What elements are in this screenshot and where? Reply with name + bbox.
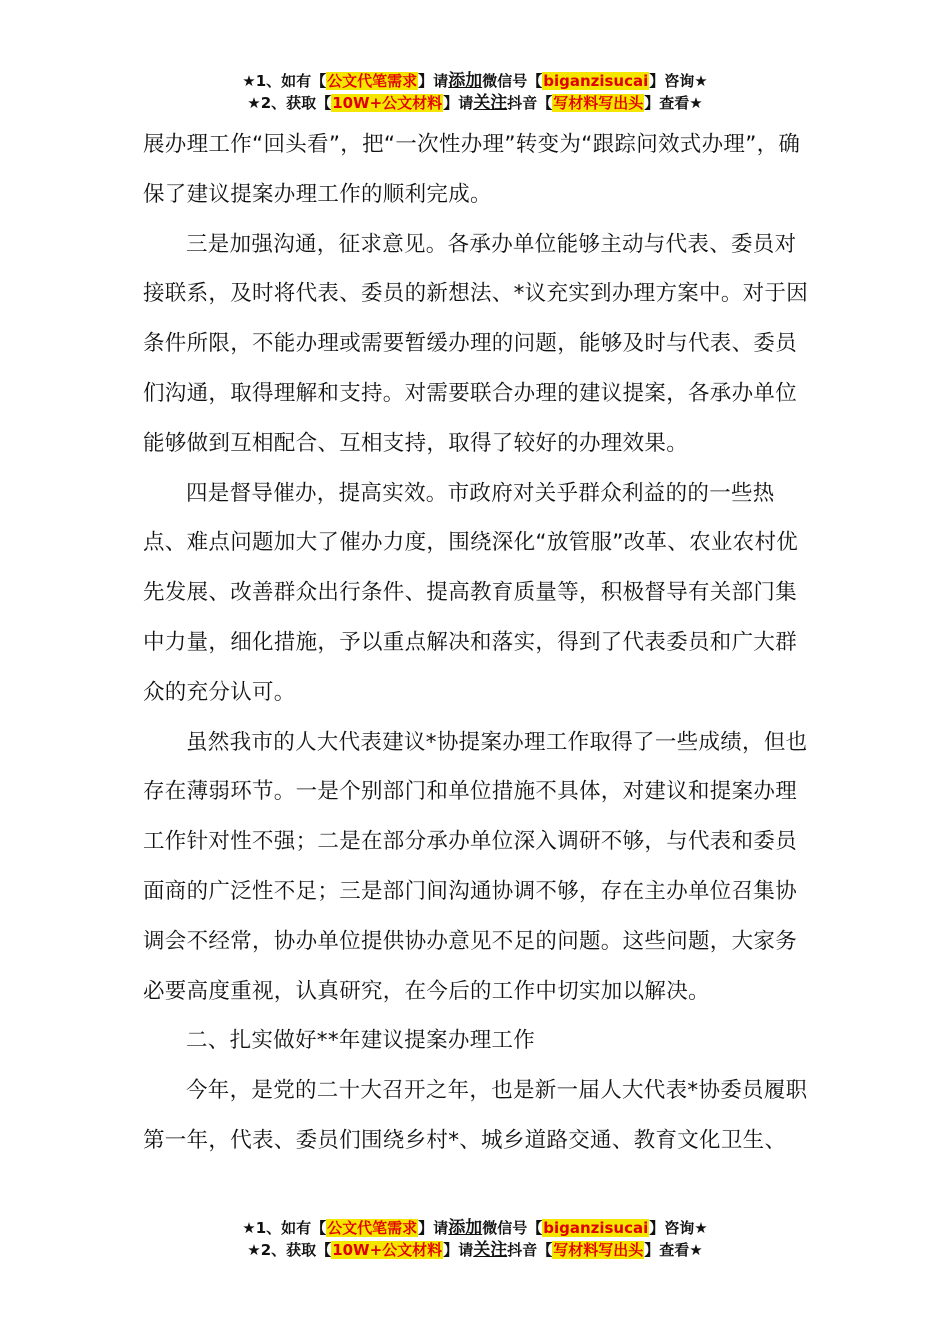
section-heading: 二、扎实做好**年建议提案办理工作 <box>186 1028 536 1054</box>
highlight-service: 公文代笔需求 <box>327 1219 418 1237</box>
highlight-wechat-id: biganzisucai <box>543 1219 649 1237</box>
paragraph-supervision: 四是督导催办，提高实效。市政府对关乎群众利益的的一些热点、难点问题加大了催办力度，围绕深化“放管服”改革、农业农村优先发展、改善群众出行条件、提高教育质量等，积极督导有关部门集中力量，细化措施，予以重点解决和落实，得到了代表委员和广大群众的充分认可。 <box>143 480 799 705</box>
paragraph-communication: 三是加强沟通，征求意见。各承办单位能够主动与代表、委员对接联系，及时将代表、委员的新想法、*议充实到办理方案中。对于因条件所限，不能办理或需要暂缓办理的问题，能够及时与代表、委员们沟通，取得理解和支持。对需要联合办理的建议提案，各承办单位能够做到互相配合、互相支持，取得了较好的办理效果。 <box>143 231 809 456</box>
paragraph-weaknesses: 虽然我市的人大代表建议*协提案办理工作取得了一些成绩，但也存在薄弱环节。一是个别部门和单位措施不具体，对建议和提案办理工作针对性不强；二是在部分承办单位深入调研不够，与代表和委员面商的广泛性不足；三是部门间沟通协调不够，存在主办单位召集协调会不经常，协办单位提供协办意见不足的问题。这些问题，大家务必要高度重视，认真研究，在今后的工作中切实加以解决。 <box>143 729 808 1004</box>
emphasis-add: 添加 <box>448 1218 483 1238</box>
highlight-douyin-account: 写材料写出头 <box>553 1241 644 1259</box>
highlight-wechat-id: biganzisucai <box>543 72 649 90</box>
banner-line-1: ★1、如有【公文代笔需求】请添加微信号【biganzisucai】咨询★ <box>242 1218 708 1238</box>
banner-line-1: ★1、如有【公文代笔需求】请添加微信号【biganzisucai】咨询★ <box>242 71 708 91</box>
highlight-service: 公文代笔需求 <box>327 72 418 90</box>
banner-line-2: ★2、获取【10W+公文材料】请关注抖音【写材料写出头】查看★ <box>247 1240 703 1260</box>
header-banner <box>0 70 950 114</box>
emphasis-follow: 关注 <box>473 1240 508 1260</box>
document-body <box>143 120 813 1166</box>
highlight-materials: 10W+公文材料 <box>332 94 443 112</box>
paragraph-this-year: 今年，是党的二十大召开之年，也是新一届人大代表*协委员履职第一年，代表、委员们围绕乡村*、城乡道路交通、教育文化卫生、 <box>143 1078 808 1153</box>
highlight-douyin-account: 写材料写出头 <box>553 94 644 112</box>
paragraph-continuation: 展办理工作“回头看”，把“一次性办理”转变为“跟踪问效式办理”，确保了建议提案办理工作的顺利完成。 <box>143 132 801 207</box>
highlight-materials: 10W+公文材料 <box>332 1241 443 1259</box>
emphasis-follow: 关注 <box>473 93 508 113</box>
banner-line-2: ★2、获取【10W+公文材料】请关注抖音【写材料写出头】查看★ <box>247 93 703 113</box>
footer-banner <box>0 1217 950 1261</box>
emphasis-add: 添加 <box>448 71 483 91</box>
